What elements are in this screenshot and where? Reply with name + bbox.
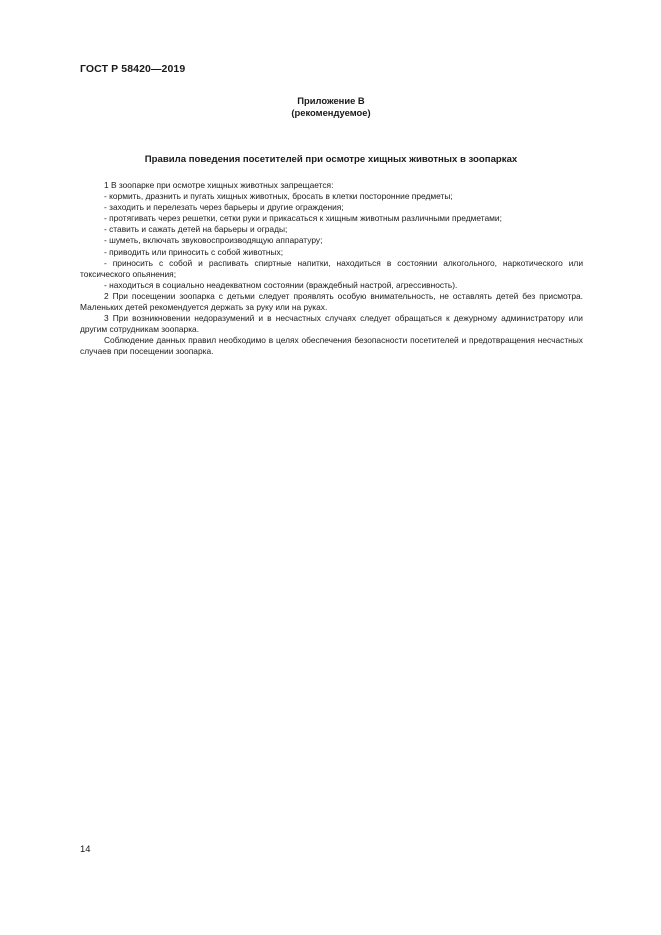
page-number: 14 bbox=[80, 843, 91, 854]
list-item: - приносить с собой и распивать спиртные напитки, находиться в состоянии алкогольного, наркотического или токсического опьянения; bbox=[80, 257, 583, 279]
appendix-status: (рекомендуемое) bbox=[291, 107, 371, 118]
list-item: - шуметь, включать звуковоспроизводящую аппаратуру; bbox=[104, 235, 323, 246]
list-item: - находиться в социально неадекватном состоянии (враждебный настрой, агрессивность). bbox=[104, 279, 458, 290]
list-item: - кормить, дразнить и пугать хищных животных, бросать в клетки посторонние предметы; bbox=[104, 191, 453, 202]
rule-3: 3 При возникновении недоразумений и в несчастных случаях следует обращаться к дежурному администратору или другим сотрудникам зоопарка. bbox=[80, 313, 583, 335]
section-heading: Правила поведения посетителей при осмотре хищных животных в зоопарках bbox=[144, 154, 518, 165]
appendix-title: Приложение В bbox=[297, 95, 365, 106]
list-item: - ставить и сажать детей на барьеры и ограды; bbox=[104, 224, 288, 235]
rules-conclusion: Соблюдение данных правил необходимо в целях обеспечения безопасности посетителей и предотвращения несчастных случаев при посещении зоопарка. bbox=[80, 335, 583, 357]
list-item: - заходить и перелезать через барьеры и другие ограждения; bbox=[104, 202, 344, 213]
rule-1-intro: 1 В зоопарке при осмотре хищных животных запрещается: bbox=[104, 180, 334, 190]
rule-2: 2 При посещении зоопарка с детьми следует проявлять особую внимательность, не оставлять детей без присмотра. Маленьких детей рекомендуется держать за руку или на руках. bbox=[80, 290, 583, 313]
document-code: ГОСТ Р 58420—2019 bbox=[80, 63, 186, 75]
rules-body bbox=[80, 180, 583, 358]
list-item: - приводить или приносить с собой животных; bbox=[104, 246, 284, 257]
list-item: - протягивать через решетки, сетки руки и прикасаться к хищным животным различными предметами; bbox=[104, 213, 502, 224]
